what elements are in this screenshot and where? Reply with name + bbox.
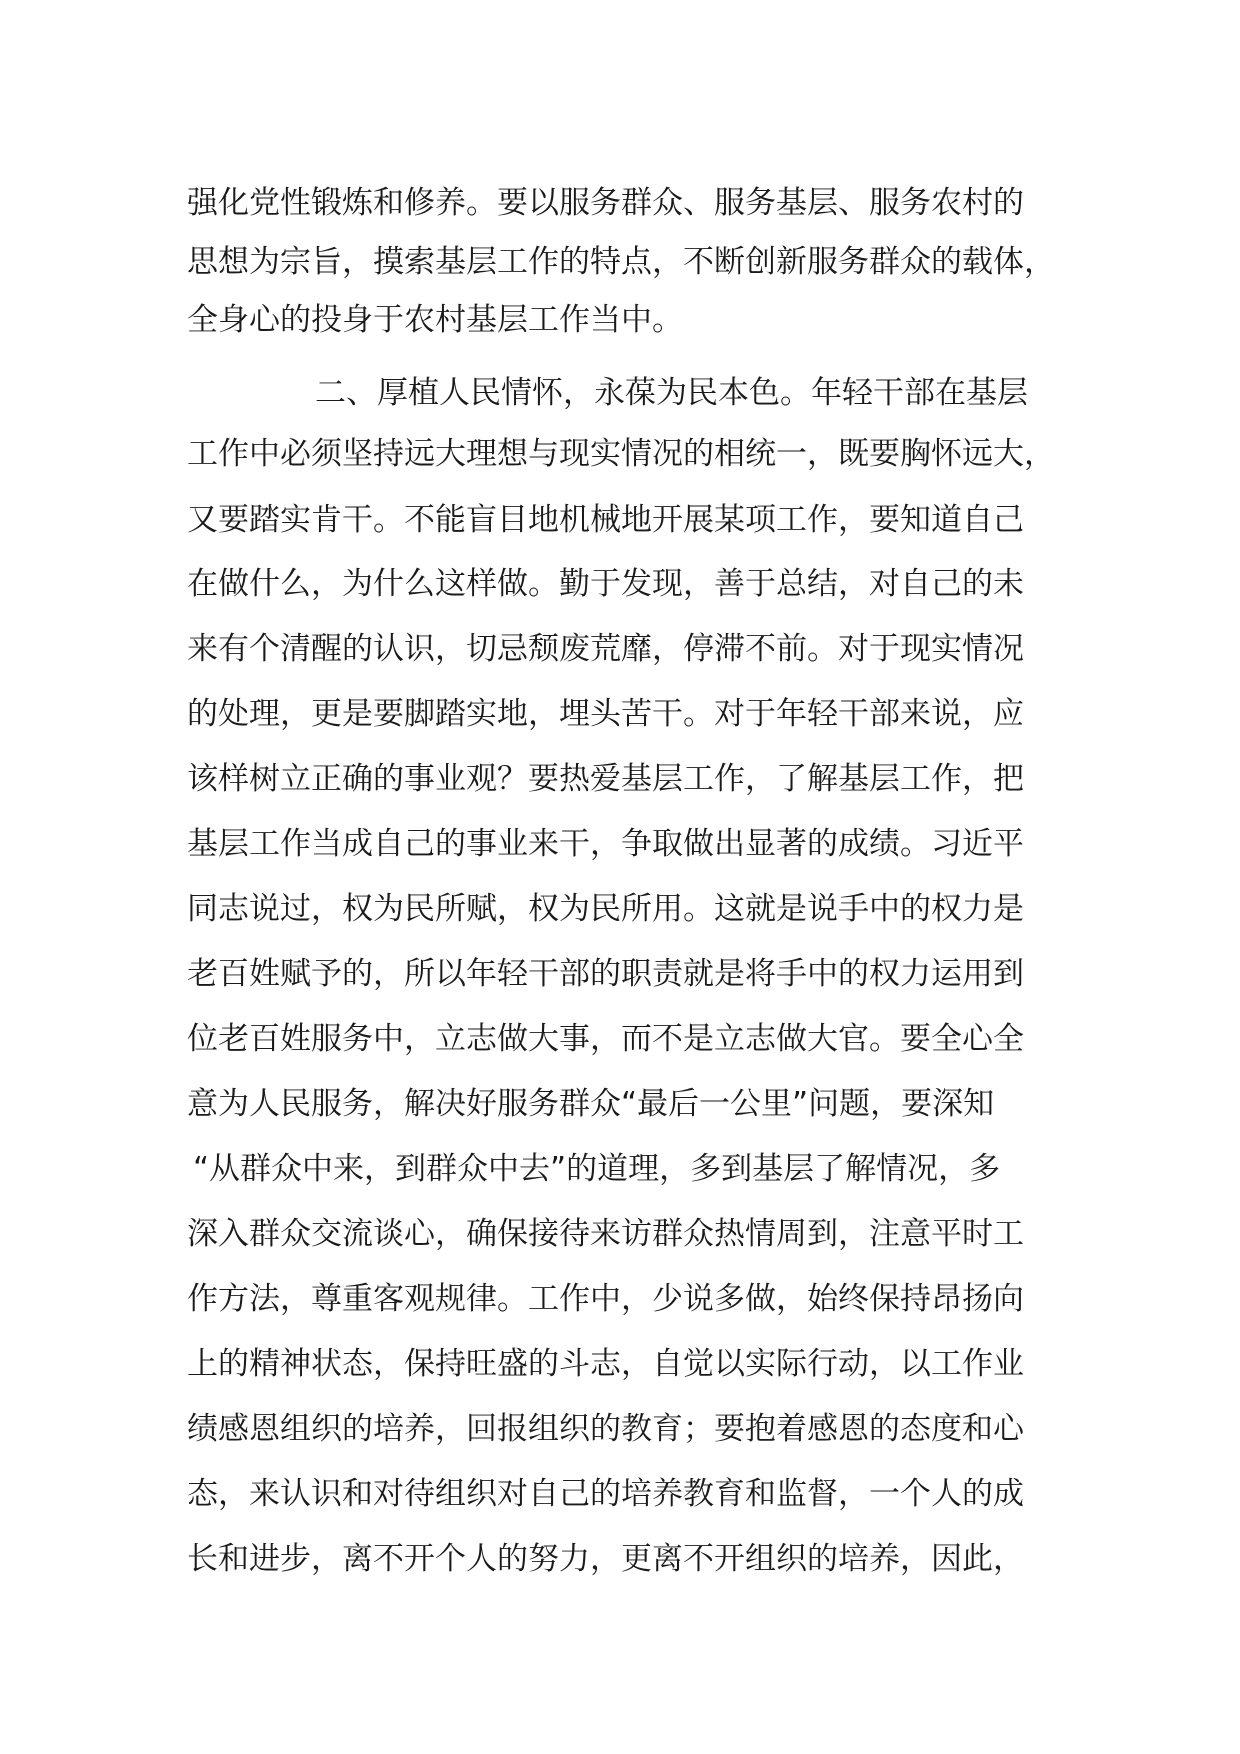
text-line: 又要踏实肯干。不能盲目地机械地开展某项工作，要知道自己: [187, 502, 1024, 538]
text-line: “从群众中来，到群众中去”的道理，多到基层了解情况，多: [193, 1151, 1001, 1187]
text-line: 绩感恩组织的培养，回报组织的教育；要抱着感恩的态度和心: [187, 1411, 1024, 1447]
text-line: 同志说过，权为民所赋，权为民所用。这就是说手中的权力是: [187, 891, 1024, 927]
text-line: 上的精神状态，保持旺盛的斗志，自觉以实际行动，以工作业: [187, 1346, 1024, 1382]
text-line: 在做什么，为什么这样做。勤于发现，善于总结，对自己的未: [187, 566, 1024, 602]
text-line: 位老百姓服务中，立志做大事，而不是立志做大官。要全心全: [187, 1021, 1024, 1057]
text-line: 基层工作当成自己的事业来干，争取做出显著的成绩。习近平: [187, 826, 1024, 862]
text-line: 意为人民服务，解决好服务群众“最后一公里”问题，要深知: [187, 1086, 995, 1122]
text-line: 来有个清醒的认识，切忌颓废荒靡，停滞不前。对于现实情况: [187, 631, 1024, 667]
text-line: 长和进步，离不开个人的努力，更离不开组织的培养，因此，: [187, 1541, 1024, 1577]
text-line: 老百姓赋予的，所以年轻干部的职责就是将手中的权力运用到: [187, 956, 1024, 992]
text-line: 态，来认识和对待组织对自己的培养教育和监督，一个人的成: [187, 1476, 1024, 1512]
text-line: 思想为宗旨，摸索基层工作的特点，不断创新服务群众的载体，: [187, 244, 1055, 280]
section-heading-line: 二、厚植人民情怀，永葆为民本色。年轻干部在基层: [315, 375, 1028, 411]
text-line: 作方法，尊重客观规律。工作中，少说多做，始终保持昂扬向: [187, 1281, 1024, 1317]
text-line: 该样树立正确的事业观？要热爱基层工作，了解基层工作，把: [187, 761, 1024, 797]
text-line: 全身心的投身于农村基层工作当中。: [187, 302, 683, 338]
text-line: 深入群众交流谈心，确保接待来访群众热情周到，注意平时工: [187, 1216, 1024, 1252]
text-line: 工作中必须坚持远大理想与现实情况的相统一，既要胸怀远大，: [187, 436, 1055, 472]
text-line: 的处理，更是要脚踏实地，埋头苦干。对于年轻干部来说，应: [187, 696, 1024, 732]
text-line: 强化党性锻炼和修养。要以服务群众、服务基层、服务农村的: [187, 185, 1024, 221]
